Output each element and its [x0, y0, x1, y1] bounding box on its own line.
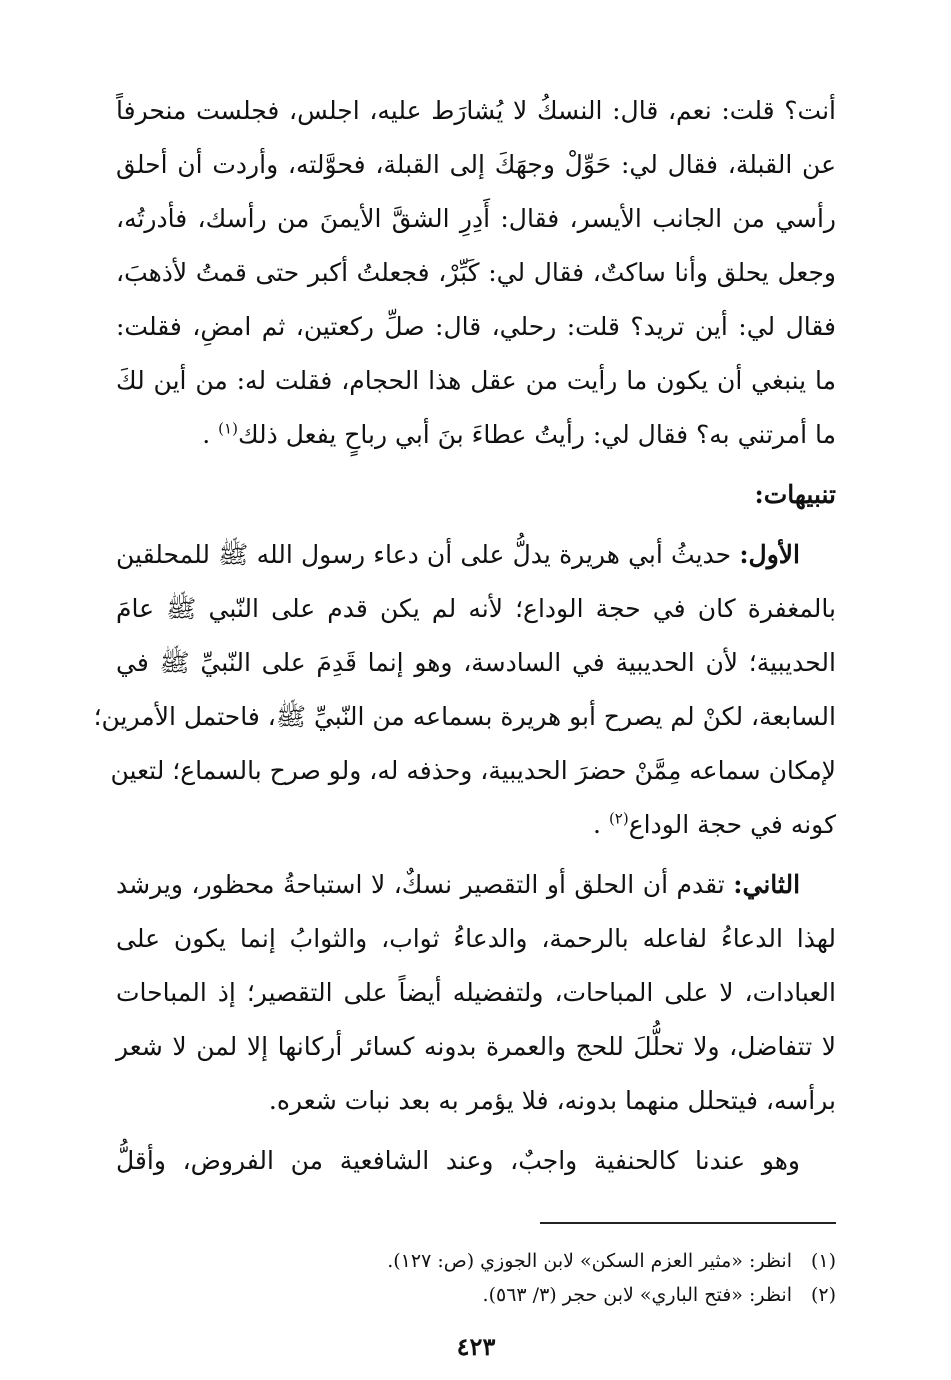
text-line: العبادات، لا على المباحات، ولتفضيله أيضاً على التقصير؛ إذ المباحات: [116, 978, 836, 1007]
text-line: [116, 408, 836, 462]
section-heading: تنبيهات:: [754, 480, 836, 509]
text-line: أنت؟ قلت: نعم، قال: النسكُ لا يُشارَط عليه، اجلس، فجلست منحرفاً: [116, 96, 836, 125]
text-line: الحديبية؛ لأن الحديبية في السادسة، وهو إنما قَدِمَ على النّبيِّ ﷺ في: [116, 648, 836, 677]
text-line: [116, 798, 836, 852]
text-segment: كونه في حجة الوداع: [628, 810, 836, 839]
text-line: برأسه، فيتحلل منهما بدونه، فلا يؤمر به بعد نبات شعره.: [268, 1086, 836, 1115]
text-line: وهو عندنا كالحنفية واجبٌ، وعند الشافعية من الفروض، وأقلُّ: [116, 1146, 800, 1175]
book-page: [93, 84, 836, 1361]
point-label: الثاني:: [733, 870, 801, 899]
text-segment: ما أمرتني به؟ فقال لي: رأيتُ عطاءَ بنَ أبي رباحٍ يفعل ذلك: [237, 420, 836, 449]
text-line: لا تتفاضل، ولا تحلُّلَ للحج والعمرة بدونه كسائر أركانها إلا لمن لا شعر: [116, 1032, 836, 1061]
text-segment: حديثُ أبي هريرة يدلُّ على أن دعاء رسول الله ﷺ للمحلقين: [116, 540, 732, 569]
text-line: بالمغفرة كان في حجة الوداع؛ لأنه لم يكن قدم على النّبي ﷺ عامَ: [116, 594, 836, 623]
footnote-text: انظر: «مثير العزم السكن» لابن الجوزي (ص: ١٢٧).: [387, 1250, 792, 1272]
text-line: لإمكان سماعه مِمَّنْ حضرَ الحديبية، وحذفه له، ولو صرح بالسماع؛ لتعين: [110, 756, 836, 785]
footnote-ref: (٢): [608, 809, 629, 828]
text-line: [116, 528, 800, 582]
point-label: الأول:: [739, 540, 800, 569]
text-line: السابعة، لكنْ لم يصرح أبو هريرة بسماعه من النّبيِّ ﷺ، فاحتمل الأمرين؛: [93, 702, 836, 731]
punctuation: .: [593, 810, 601, 839]
page-number: ٤٢٣: [456, 1332, 496, 1361]
text-line: ما ينبغي أن يكون ما رأيت من عقل هذا الحجام، فقلت له: من أين لكَ: [116, 366, 836, 395]
text-segment: تقدم أن الحلق أو التقصير نسكٌ، لا استباحةُ محظور، ويرشد: [116, 870, 725, 899]
footnote-number: (٢): [810, 1284, 836, 1306]
punctuation: .: [202, 420, 211, 449]
footnote: [116, 1244, 836, 1278]
text-line: [116, 858, 800, 912]
text-line: فقال لي: أين تريد؟ قلت: رحلي، قال: صلِّ ركعتين، ثم امضِ، فقلت:: [116, 312, 836, 341]
footnote-ref: (١): [218, 419, 238, 438]
text-line: وجعل يحلق وأنا ساكتٌ، فقال لي: كَبِّرْ، فجعلتُ أكبر حتى قمتُ لأذهبَ،: [116, 258, 836, 287]
footnote-divider: [540, 1222, 836, 1224]
text-line: رأسي من الجانب الأيسر، فقال: أَدِرِ الشقَّ الأيمنَ من رأسك، فأدرتُه،: [116, 204, 836, 233]
text-line: لهذا الدعاءُ لفاعله بالرحمة، والدعاءُ ثواب، والثوابُ إنما يكون على: [116, 924, 836, 953]
footnote-number: (١): [810, 1250, 836, 1272]
footnote: [116, 1278, 836, 1312]
footnote-text: انظر: «فتح الباري» لابن حجر (٣/ ٥٦٣).: [482, 1284, 792, 1306]
text-line: عن القبلة، فقال لي: حَوِّلْ وجهَكَ إلى القبلة، فحوَّلته، وأردت أن أحلق: [116, 150, 836, 179]
